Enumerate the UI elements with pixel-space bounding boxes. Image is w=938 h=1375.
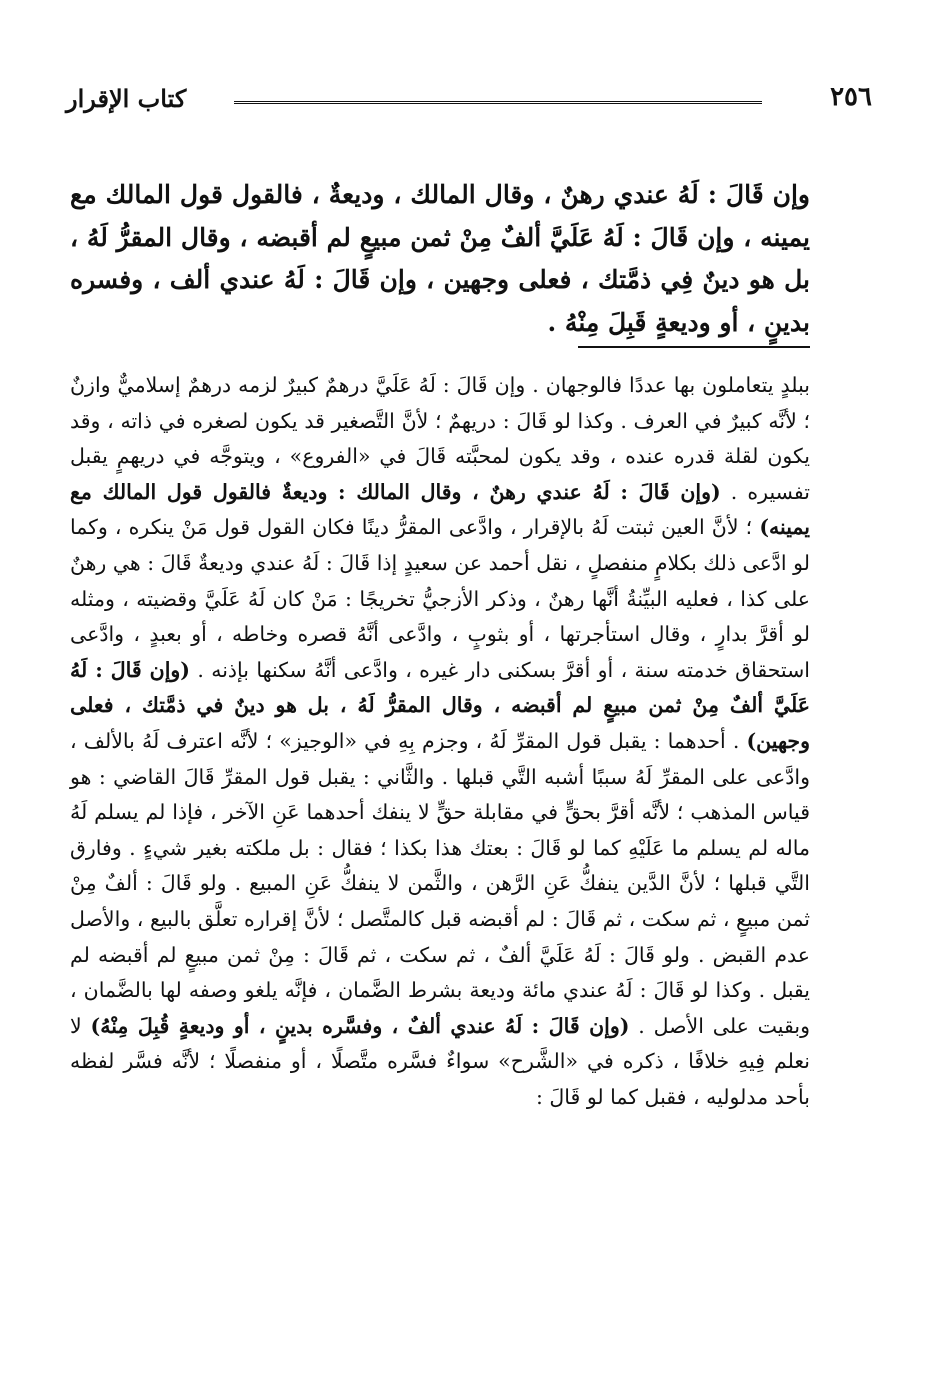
sharh-bold-quote: (وإن قَالَ : لَهُ عندي ألفٌ ، وفسَّره بدينٍ ، أو وديعةٍ قُبِلَ مِنْهُ)	[90, 1013, 630, 1038]
sharh-paragraph	[70, 368, 810, 1115]
sharh-text: لا نعلم فِيهِ خلافًا ، ذكره في «الشَّرح» سواءٌ فسَّره متَّصلًا ، أو منفصلًا ؛ لأنَّه فسَّر لفظه بأحد مدلوليه ، فقبل كما لو قَالَ :	[70, 1013, 810, 1109]
sharh-text: . أحدهما : يقبل قول المقرِّ لَهُ ، وجزم بِهِ في «الوجيز» ؛ لأنَّه اعترف لَهُ بالألف ، وادَّعى على المقرِّ لَهُ سببًا أشبه التَّي قبلها . والثَّاني : يقبل قول المقرِّ قَالَ القاضي : هو قياس المذهب ؛ لأنَّه أقرَّ بحقٍّ في مقابلة حقٍّ لا ينفك أحدهما عَنِ الآخر ، فإذا لم يسلم لَهُ ماله لم يسلم ما عَلَيْهِ كما لو قَالَ : بعتك هذا بكذا ؛ فقال : بل ملكته بغير شيءٍ . وفارق التَّي قبلها ؛ لأنَّ الدَّين ينفكُّ عَنِ الرَّهن ، والثَّمن لا ينفكُّ عَنِ المبيع . ولو قَالَ : ألفٌ مِنْ ثمن مبيعٍ ، ثم سكت ، ثم قَالَ : لم أقبضه قبل كالمتَّصل ؛ لأنَّ إقراره تعلَّق بالبيع ، والأصل عدم القبض . ولو قَالَ : لَهُ عَلَيَّ ألفٌ ، ثم سكت ، ثم قَالَ : مِنْ ثمن مبيعٍ لم أقبضه لم يقبل . وكذا لو قَالَ : لَهُ عندي مائة وديعة بشرط الضَّمان ، فإنَّه يلغو وصفه لها بالضَّمان ، وبقيت على الأصل .	[70, 728, 811, 1038]
matn-separator-rule	[578, 346, 810, 348]
matn-text: وإن قَالَ : لَهُ عندي رهنٌ ، وقال المالك ، وديعةٌ ، فالقول قول المالك مع يمينه ، وإن قَالَ : لَهُ عَلَيَّ ألفٌ مِنْ ثمن مبيعٍ لم أقبضه ، وقال المقرُّ لَهُ ، بل هو دينٌ فِي ذمَّتك ، فعلى وجهين ، وإن قَالَ : لَهُ عندي ألف ، وفسره بدينٍ ، أو وديعةٍ قَبِلَ مِنْهُ .	[70, 180, 810, 337]
header-rule	[234, 101, 762, 104]
sharh-bold-quote: (وإن قَالَ : لَهُ عَلَيَّ ألفٌ مِنْ ثمن مبيعٍ لم أقبضه ، وقال المقرُّ لَهُ ، بل هو دينٌ في ذمَّتك ، فعلى وجهين)	[70, 657, 810, 753]
page-header	[66, 78, 872, 126]
sharh-text: ببلدٍ يتعاملون بها عددًا فالوجهان . وإن قَالَ : لَهُ عَلَيَّ درهمٌ كبيرٌ لزمه درهمٌ إسلاميٌّ وازنٌ ؛ لأنَّه كبيرٌ في العرف . وكذا لو قَالَ : دريهمٌ ؛ لأنَّ التَّصغير قد يكون لصغره في ذاته ، وقد يكون لقلة قدره عنده ، وقد يكون لمحبَّته قَالَ في «الفروع» ، ويتوجَّه في دريهمٍ يقبل تفسيره .	[70, 373, 810, 504]
sharh-text: ؛ لأنَّ العين ثبتت لَهُ بالإقرار ، وادَّعى المقرُّ دينًا فكان القول قول مَنْ ينكره ، وكما لو ادَّعى ذلك بكلامٍ منفصلٍ ، نقل أحمد عن سعيدٍ إذا قَالَ : لَهُ عندي وديعةٌ قَالَ : هي رهنٌ على كذا ، فعليه البيِّنةُ أنَّها رهنٌ ، وذكر الأزجيُّ تخريجًا : مَنْ كان لَهُ عَلَيَّ وقضيته ، ومثله لو أقرَّ بدارٍ ، وقال استأجرتها ، أو بثوبٍ ، وادَّعى أنَّهُ قصره وخاطه ، أو بعبدٍ ، وادَّعى استحقاق خدمته سنة ، أو أقرَّ بسكنى دار غيره ، وادَّعى أنَّهُ سكنها بإذنه .	[70, 515, 810, 682]
sharh-commentary	[70, 368, 810, 1115]
sharh-bold-quote: (وإن قَالَ : لَهُ عندي رهنٌ ، وقال المالك : وديعةٌ فالقول قول المالك مع يمينه)	[70, 479, 810, 540]
book-title: كتاب الإقرار	[66, 84, 187, 113]
page-number: ٢٥٦	[830, 82, 872, 112]
